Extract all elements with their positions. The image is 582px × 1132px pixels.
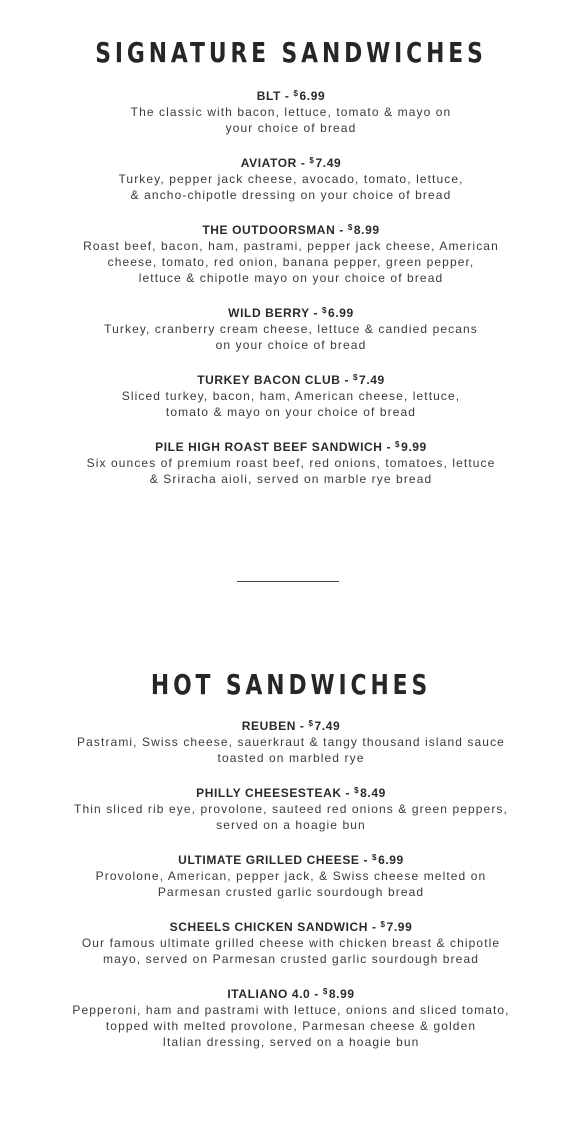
item-description-line: Our famous ultimate grilled cheese with chicken breast & chipotle <box>81 936 501 950</box>
currency-symbol: $ <box>380 920 386 929</box>
menu-item <box>0 917 582 967</box>
item-name: TURKEY BACON CLUB <box>197 373 341 387</box>
item-heading <box>0 850 582 868</box>
price-separator: - <box>359 853 372 867</box>
currency-symbol: $ <box>354 786 360 795</box>
price-separator: - <box>335 223 348 237</box>
currency-symbol: $ <box>322 987 328 996</box>
menu-item <box>0 716 582 766</box>
item-heading <box>0 303 582 321</box>
currency-symbol: $ <box>347 223 353 232</box>
hot-sandwiches-section <box>0 666 582 1067</box>
item-description-line: mayo, served on Parmesan crusted garlic sourdough bread <box>102 952 479 966</box>
menu-item <box>0 220 582 286</box>
item-heading <box>0 86 582 104</box>
item-price: 6.99 <box>328 306 354 320</box>
menu-item <box>0 153 582 203</box>
signature-items <box>0 86 582 487</box>
item-description-line: Pastrami, Swiss cheese, sauerkraut & tangy thousand island sauce <box>77 735 505 749</box>
currency-symbol: $ <box>352 373 359 382</box>
section-title-signature: SIGNATURE SANDWICHES <box>95 36 487 69</box>
item-description-line: your choice of bread <box>225 121 357 135</box>
item-description-line: toasted on marbled rye <box>217 751 365 765</box>
item-description-line: & ancho-chipotle dressing on your choice of bread <box>130 188 452 202</box>
item-description-line: Six ounces of premium roast beef, red onions, tomatoes, lettuce <box>86 456 496 470</box>
menu-item <box>0 783 582 833</box>
item-heading <box>0 917 582 935</box>
item-price: 8.99 <box>328 987 355 1001</box>
item-name: PILE HIGH ROAST BEEF SANDWICH <box>155 440 383 454</box>
item-name: THE OUTDOORSMAN <box>202 223 336 237</box>
currency-symbol: $ <box>308 719 314 728</box>
item-price: 6.99 <box>299 89 326 103</box>
item-heading <box>0 437 582 455</box>
item-price: 7.49 <box>315 156 342 170</box>
item-name: AVIATOR <box>240 156 297 170</box>
item-description-line: Thin sliced rib eye, provolone, sauteed red onions & green peppers, <box>74 802 508 816</box>
item-description-line: Turkey, pepper jack cheese, avocado, tomato, lettuce, <box>118 172 464 186</box>
item-description-line: The classic with bacon, lettuce, tomato & mayo on <box>130 105 452 119</box>
item-heading <box>0 716 582 734</box>
item-heading <box>0 370 582 388</box>
menu-item <box>0 850 582 900</box>
hot-items <box>0 716 582 1050</box>
item-description-line: topped with melted provolone, Parmesan cheese & golden <box>105 1019 477 1033</box>
price-separator: - <box>280 89 294 103</box>
price-separator: - <box>295 719 309 733</box>
currency-symbol: $ <box>309 156 315 165</box>
section-title-hot: HOT SANDWICHES <box>150 668 432 701</box>
item-price: 7.49 <box>359 373 385 387</box>
currency-symbol: $ <box>372 853 378 862</box>
item-description-line: Parmesan crusted garlic sourdough bread <box>157 885 425 899</box>
price-separator: - <box>368 920 381 934</box>
item-description-line: on your choice of bread <box>215 338 367 352</box>
item-description-line: served on a hoagie bun <box>216 818 366 832</box>
signature-sandwiches-section <box>0 34 582 504</box>
item-price: 8.49 <box>360 786 386 800</box>
item-price: 7.49 <box>314 719 341 733</box>
item-heading <box>0 783 582 801</box>
item-description-line: Turkey, cranberry cream cheese, lettuce & candied pecans <box>104 322 478 336</box>
item-price: 9.99 <box>401 440 427 454</box>
item-heading <box>0 984 582 1002</box>
item-description-line: Provolone, American, pepper jack, & Swiss cheese melted on <box>95 869 487 883</box>
menu-item <box>0 437 582 487</box>
item-heading <box>0 153 582 171</box>
item-description-line: lettuce & chipotle mayo on your choice of bread <box>138 271 444 285</box>
menu-item <box>0 303 582 353</box>
item-description-line: & Sriracha aioli, served on marble rye bread <box>149 472 433 486</box>
currency-symbol: $ <box>293 89 299 98</box>
item-name: PHILLY CHEESESTEAK <box>196 786 342 800</box>
item-name: WILD BERRY <box>228 306 310 320</box>
item-description-line: cheese, tomato, red onion, banana pepper, green pepper, <box>107 255 475 269</box>
item-name: ITALIANO 4.0 <box>227 987 311 1001</box>
item-name: REUBEN <box>241 719 296 733</box>
item-description-line: tomato & mayo on your choice of bread <box>165 405 417 419</box>
item-description-line: Roast beef, bacon, ham, pastrami, pepper jack cheese, American <box>83 239 499 253</box>
price-separator: - <box>341 786 355 800</box>
price-separator: - <box>296 156 310 170</box>
item-description-line: Sliced turkey, bacon, ham, American cheese, lettuce, <box>121 389 461 403</box>
price-separator: - <box>382 440 396 454</box>
menu-item <box>0 86 582 136</box>
item-description-line: Pepperoni, ham and pastrami with lettuce, onions and sliced tomato, <box>72 1003 510 1017</box>
currency-symbol: $ <box>321 306 328 315</box>
item-heading <box>0 220 582 238</box>
menu-item <box>0 984 582 1050</box>
item-description-line: Italian dressing, served on a hoagie bun <box>162 1035 420 1049</box>
currency-symbol: $ <box>395 440 401 449</box>
item-name: ULTIMATE GRILLED CHEESE <box>178 853 360 867</box>
menu-item <box>0 370 582 420</box>
item-name: BLT <box>256 89 281 103</box>
item-price: 8.99 <box>353 223 380 237</box>
price-separator: - <box>310 987 323 1001</box>
item-price: 6.99 <box>378 853 404 867</box>
price-separator: - <box>309 306 322 320</box>
price-separator: - <box>340 373 353 387</box>
section-divider <box>237 581 339 582</box>
item-name: SCHEELS CHICKEN SANDWICH <box>169 920 369 934</box>
item-price: 7.99 <box>386 920 413 934</box>
